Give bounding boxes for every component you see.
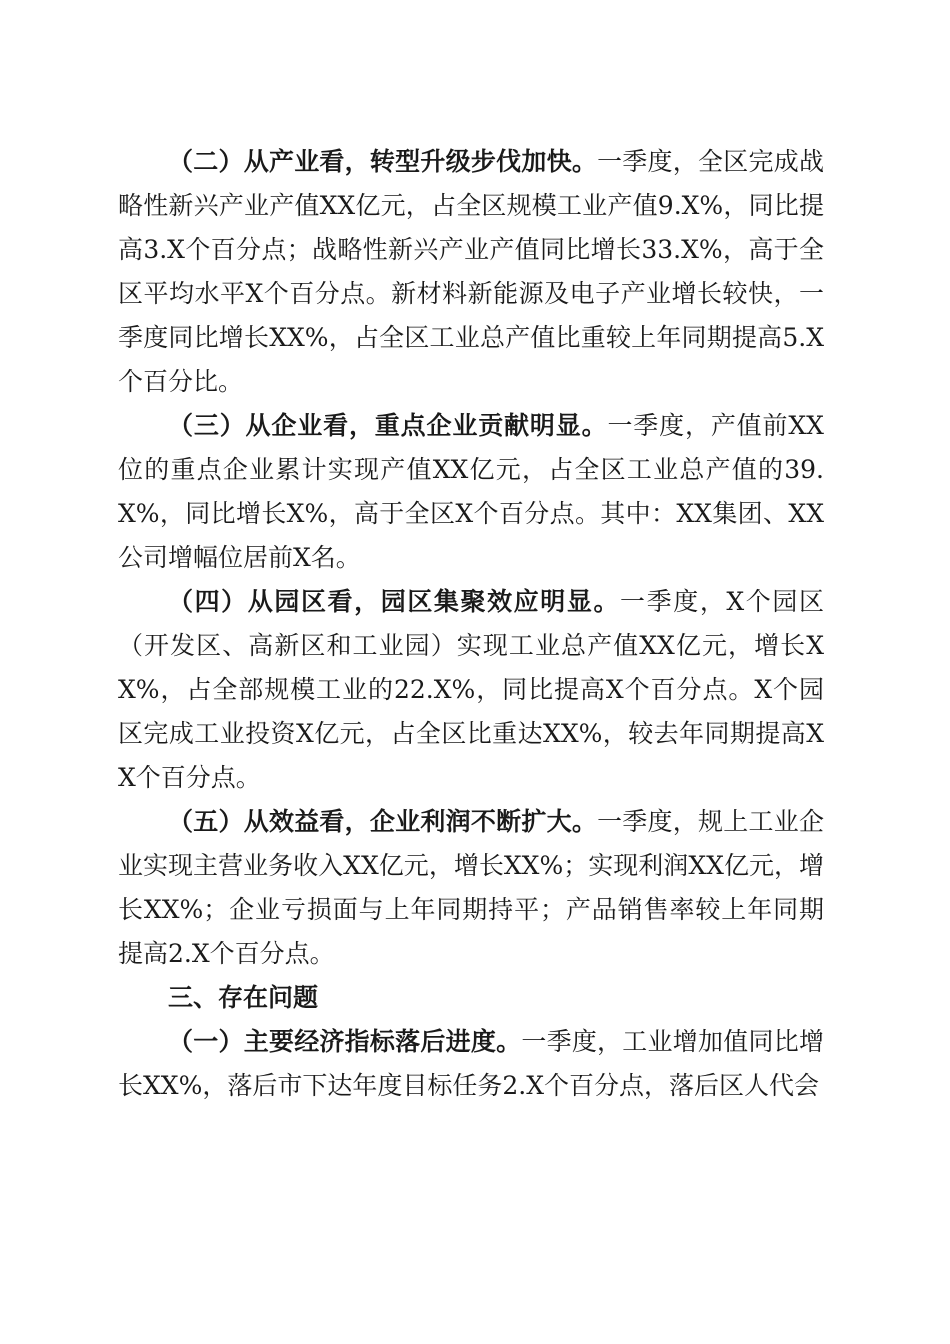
paragraph-body: 一季度，规上工业企业实现主营业务收入XX亿元，增长XX%；实现利润XX亿元，增长XX%；企业亏损面与上年同期持平；产品销售率较上年同期提高2.X个百分点。 [118,807,824,968]
paragraph-profit [118,800,824,976]
paragraph-body: 一季度，X个园区（开发区、高新区和工业园）实现工业总产值XX亿元，增长XX%，占全部规模工业的22.X%，同比提高X个百分点。X个园区完成工业投资X亿元，占全区比重达XX%，较去年同期提高XX个百分点。 [118,587,824,792]
paragraph-lead: （四）从园区看，园区集聚效应明显。 [168,587,621,616]
paragraph-lead: （五）从效益看，企业利润不断扩大。 [168,807,598,836]
paragraph-lead: （一）主要经济指标落后进度。 [168,1027,522,1056]
paragraph-lead: （三）从企业看，重点企业贡献明显。 [168,411,608,440]
paragraph-body: 一季度，产值前XX位的重点企业累计实现产值XX亿元，占全区工业总产值的39.X%，同比增长X%，高于全区X个百分点。其中：XX集团、XX公司增幅位居前X名。 [118,411,824,572]
paragraph-park [118,580,824,800]
paragraph-industry [118,140,824,404]
document-page [118,140,824,1108]
paragraph-body: 一季度，全区完成战略性新兴产业产值XX亿元，占全区规模工业产值9.X%，同比提高3.X个百分点；战略性新兴产业产值同比增长33.X%，高于全区平均水平X个百分点。新材料新能源及电子产业增长较快，一季度同比增长XX%，占全区工业总产值比重较上年同期提高5.X个百分比。 [118,147,824,396]
paragraph-problem-1 [118,1020,824,1108]
section-heading: 三、存在问题 [168,983,319,1012]
paragraph-lead: （二）从产业看，转型升级步伐加快。 [168,147,598,176]
paragraph-body: 一季度，工业增加值同比增长XX%，落后市下达年度目标任务2.X个百分点，落后区人代会 [118,1027,824,1100]
paragraph-enterprise [118,404,824,580]
